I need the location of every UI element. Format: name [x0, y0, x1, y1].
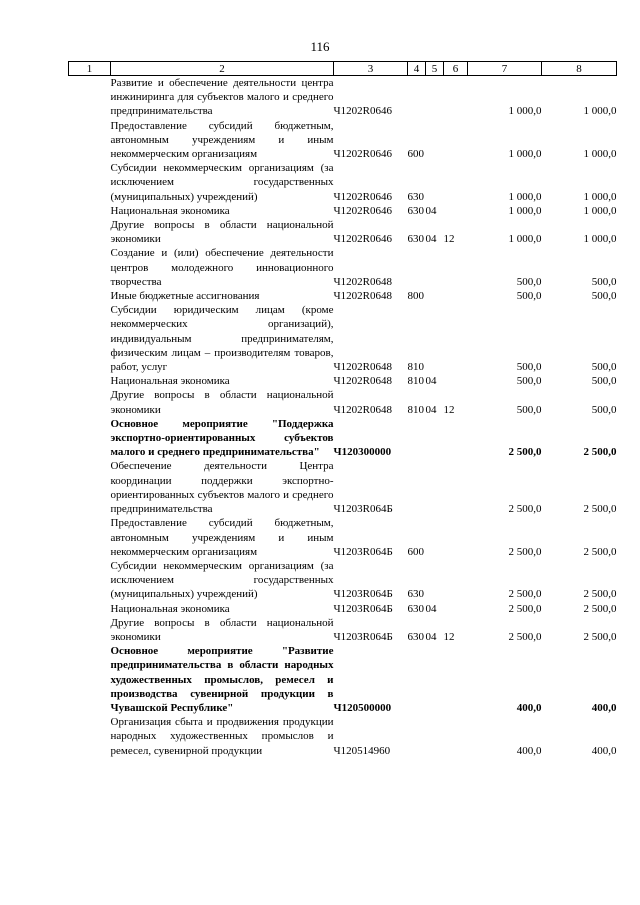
row-number-cell: [69, 204, 111, 218]
amount-year-1: 1 000,0: [508, 105, 542, 118]
target-article-code: Ч1203R064Б: [333, 545, 393, 558]
subsection-code: [444, 76, 468, 119]
table-row: [69, 417, 617, 460]
expense-type-code: 600: [407, 545, 424, 558]
subsection-code: [444, 303, 468, 374]
amount-year-2: 1 000,0: [583, 148, 617, 161]
amount-year-1: 500,0: [516, 403, 542, 416]
amount-year-2: 500,0: [591, 275, 617, 288]
table-row: [69, 76, 617, 119]
section-code: [426, 303, 444, 374]
amount-year-1: 2 500,0: [508, 602, 542, 615]
subsection-code: [444, 417, 468, 460]
row-name: Развитие и обеспечение деятельности центра инжиниринга для субъектов малого и среднего предпринимательства: [110, 77, 334, 118]
target-article-code: Ч1202R0646: [333, 204, 392, 217]
row-number-cell: [69, 218, 111, 246]
amount-year-2: 400,0: [591, 744, 617, 757]
amount-year-1: 2 500,0: [508, 503, 542, 516]
section-code: [426, 119, 444, 162]
row-name: Организация сбыта и продвижения продукции народных художественных промыслов и ремесел, сувенирной продукции: [110, 716, 334, 757]
target-article-code: Ч1202R0646: [333, 105, 392, 118]
subsection-code: [444, 516, 468, 559]
subsection-code: [444, 644, 468, 715]
expense-type-code: [408, 459, 426, 516]
subsection-code: [444, 374, 468, 388]
amount-year-1: 400,0: [516, 744, 542, 757]
page-number: 116: [310, 39, 330, 54]
row-name: Основное мероприятие "Развитие предпринимательства в области народных художественных промыслов, ремесел и производства сувенирной продукции в Чувашской Республике": [110, 645, 334, 714]
section-code: [426, 644, 444, 715]
amount-year-1: 1 000,0: [508, 148, 542, 161]
row-name: Основное мероприятие "Поддержка экспортно-ориентированных субъектов малого и среднего предпринимательства": [110, 417, 334, 459]
amount-year-2: 2 500,0: [583, 446, 617, 459]
amount-year-1: 1 000,0: [508, 190, 542, 203]
amount-year-2: 2 500,0: [583, 630, 617, 643]
target-article-code: Ч1202R0648: [333, 361, 392, 374]
target-article-code: Ч120514960: [333, 744, 391, 757]
expense-type-code: 810: [407, 375, 424, 388]
target-article-code: Ч1202R0646: [333, 233, 392, 246]
amount-year-1: 500,0: [516, 275, 542, 288]
subsection-code: [444, 161, 468, 204]
row-number-cell: [69, 388, 111, 416]
subsection-code: 12: [443, 233, 455, 246]
row-number-cell: [69, 289, 111, 303]
subsection-code: 12: [443, 403, 455, 416]
row-number-cell: [69, 459, 111, 516]
row-name: Предоставление субсидий бюджетным, автономным учреждениям и иным некоммерческим организациям: [110, 119, 334, 161]
table-row: [69, 204, 617, 218]
table-row: [69, 374, 617, 388]
target-article-code: Ч1202R0646: [333, 148, 392, 161]
section-code: 04: [425, 233, 437, 246]
row-number-cell: [69, 374, 111, 388]
amount-year-1: 2 500,0: [508, 446, 542, 459]
amount-year-2: 1 000,0: [583, 204, 617, 217]
row-name: Национальная экономика: [110, 375, 230, 388]
section-code: 04: [425, 204, 437, 217]
row-number-cell: [69, 119, 111, 162]
target-article-code: Ч120500000: [333, 701, 392, 714]
row-number-cell: [69, 559, 111, 602]
target-article-code: Ч1202R0648: [333, 275, 392, 288]
row-number-cell: [69, 303, 111, 374]
column-header-8: 8: [542, 62, 617, 76]
row-name: Предоставление субсидий бюджетным, автономным учреждениям и иным некоммерческим организациям: [110, 517, 334, 558]
table-row: [69, 602, 617, 616]
row-number-cell: [69, 246, 111, 289]
section-code: [426, 161, 444, 204]
amount-year-2: 500,0: [591, 290, 617, 303]
table-row: [69, 161, 617, 204]
table-row: [69, 303, 617, 374]
table-row: [69, 218, 617, 246]
table-row: [69, 559, 617, 602]
amount-year-2: 2 500,0: [583, 545, 617, 558]
section-code: [426, 417, 444, 460]
row-name: Субсидии юридическим лицам (кроме некоммерческих организаций), индивидуальным предпринимателям, физическим лицам – производителям товаров, работ, услуг: [110, 304, 334, 374]
section-code: [426, 289, 444, 303]
row-number-cell: [69, 161, 111, 204]
subsection-code: [444, 559, 468, 602]
table-body: [69, 76, 617, 758]
expense-type-code: 630: [407, 630, 424, 643]
amount-year-1: 2 500,0: [508, 545, 542, 558]
amount-year-1: 500,0: [516, 290, 542, 303]
section-code: 04: [425, 602, 437, 615]
subsection-code: [444, 204, 468, 218]
target-article-code: Ч1203R064Б: [333, 503, 393, 516]
amount-year-1: 500,0: [516, 361, 542, 374]
subsection-code: 12: [443, 630, 455, 643]
row-number-cell: [69, 516, 111, 559]
table-row: [69, 616, 617, 644]
expense-type-code: 630: [407, 204, 424, 217]
row-name: Создание и (или) обеспечение деятельности центров молодежного инновационного творчества: [110, 247, 334, 288]
row-name: Другие вопросы в области национальной экономики: [110, 389, 334, 416]
column-header-1: 1: [69, 62, 111, 76]
row-name: Иные бюджетные ассигнования: [110, 290, 260, 303]
amount-year-1: 1 000,0: [508, 204, 542, 217]
subsection-code: [444, 289, 468, 303]
column-header-4: 4: [408, 62, 426, 76]
subsection-code: [444, 602, 468, 616]
table-row: [69, 289, 617, 303]
row-number-cell: [69, 644, 111, 715]
budget-table: [68, 61, 617, 758]
amount-year-2: 1 000,0: [583, 233, 617, 246]
row-number-cell: [69, 616, 111, 644]
section-code: [426, 246, 444, 289]
row-name: Национальная экономика: [110, 204, 230, 217]
target-article-code: Ч1202R0648: [333, 290, 392, 303]
row-number-cell: [69, 76, 111, 119]
section-code: 04: [425, 403, 437, 416]
amount-year-1: 2 500,0: [508, 588, 542, 601]
expense-type-code: [408, 417, 426, 460]
expense-type-code: 600: [407, 148, 424, 161]
row-name: Другие вопросы в области национальной экономики: [110, 219, 334, 246]
row-number-cell: [69, 417, 111, 460]
amount-year-1: 400,0: [516, 701, 542, 714]
table-row: [69, 388, 617, 416]
row-number-cell: [69, 715, 111, 758]
amount-year-1: 2 500,0: [508, 630, 542, 643]
table-row: [69, 246, 617, 289]
subsection-code: [444, 715, 468, 758]
table-row: [69, 459, 617, 516]
column-header-7: 7: [468, 62, 542, 76]
expense-type-code: 630: [407, 190, 424, 203]
expense-type-code: 810: [407, 361, 424, 374]
target-article-code: Ч1203R064Б: [333, 630, 393, 643]
amount-year-1: 1 000,0: [508, 233, 542, 246]
expense-type-code: 810: [407, 403, 424, 416]
expense-type-code: 630: [407, 588, 424, 601]
subsection-code: [444, 119, 468, 162]
expense-type-code: [408, 715, 426, 758]
expense-type-code: 630: [407, 233, 424, 246]
section-code: [426, 459, 444, 516]
section-code: [426, 76, 444, 119]
amount-year-2: 1 000,0: [583, 105, 617, 118]
row-name: Другие вопросы в области национальной экономики: [110, 616, 334, 643]
section-code: [426, 715, 444, 758]
section-code: [426, 559, 444, 602]
column-header-5: 5: [426, 62, 444, 76]
target-article-code: Ч1202R0648: [333, 403, 392, 416]
column-header-3: 3: [334, 62, 408, 76]
expense-type-code: 800: [407, 290, 424, 303]
table-row: [69, 516, 617, 559]
amount-year-1: 500,0: [516, 375, 542, 388]
amount-year-2: 400,0: [591, 701, 617, 714]
expense-type-code: [408, 644, 426, 715]
amount-year-2: 2 500,0: [583, 588, 617, 601]
table-row: [69, 119, 617, 162]
amount-year-2: 500,0: [591, 403, 617, 416]
row-name: Национальная экономика: [110, 602, 230, 615]
column-header-6: 6: [444, 62, 468, 76]
target-article-code: Ч1202R0646: [333, 190, 392, 203]
row-name: Субсидии некоммерческим организациям (за исключением государственных (муниципальных) учреждений): [110, 162, 334, 203]
target-article-code: Ч1202R0648: [333, 375, 392, 388]
amount-year-2: 2 500,0: [583, 503, 617, 516]
target-article-code: Ч120300000: [333, 446, 392, 459]
row-name: Обеспечение деятельности Центра координации поддержки экспортно-ориентированных субъектов малого и среднего предпринимательства: [110, 460, 334, 516]
subsection-code: [444, 459, 468, 516]
target-article-code: Ч1203R064Б: [333, 602, 393, 615]
target-article-code: Ч1203R064Б: [333, 588, 393, 601]
row-name: Субсидии некоммерческим организациям (за исключением государственных (муниципальных) учреждений): [110, 559, 334, 601]
amount-year-2: 1 000,0: [583, 190, 617, 203]
section-code: 04: [425, 630, 437, 643]
column-header-2: 2: [111, 62, 334, 76]
amount-year-2: 500,0: [591, 361, 617, 374]
subsection-code: [444, 246, 468, 289]
section-code: [426, 516, 444, 559]
expense-type-code: 630: [407, 602, 424, 615]
expense-type-code: [408, 246, 426, 289]
table-row: [69, 715, 617, 758]
table-header: [69, 62, 617, 76]
row-number-cell: [69, 602, 111, 616]
table-row: [69, 644, 617, 715]
amount-year-2: 500,0: [591, 375, 617, 388]
section-code: 04: [425, 375, 437, 388]
expense-type-code: [408, 76, 426, 119]
amount-year-2: 2 500,0: [583, 602, 617, 615]
